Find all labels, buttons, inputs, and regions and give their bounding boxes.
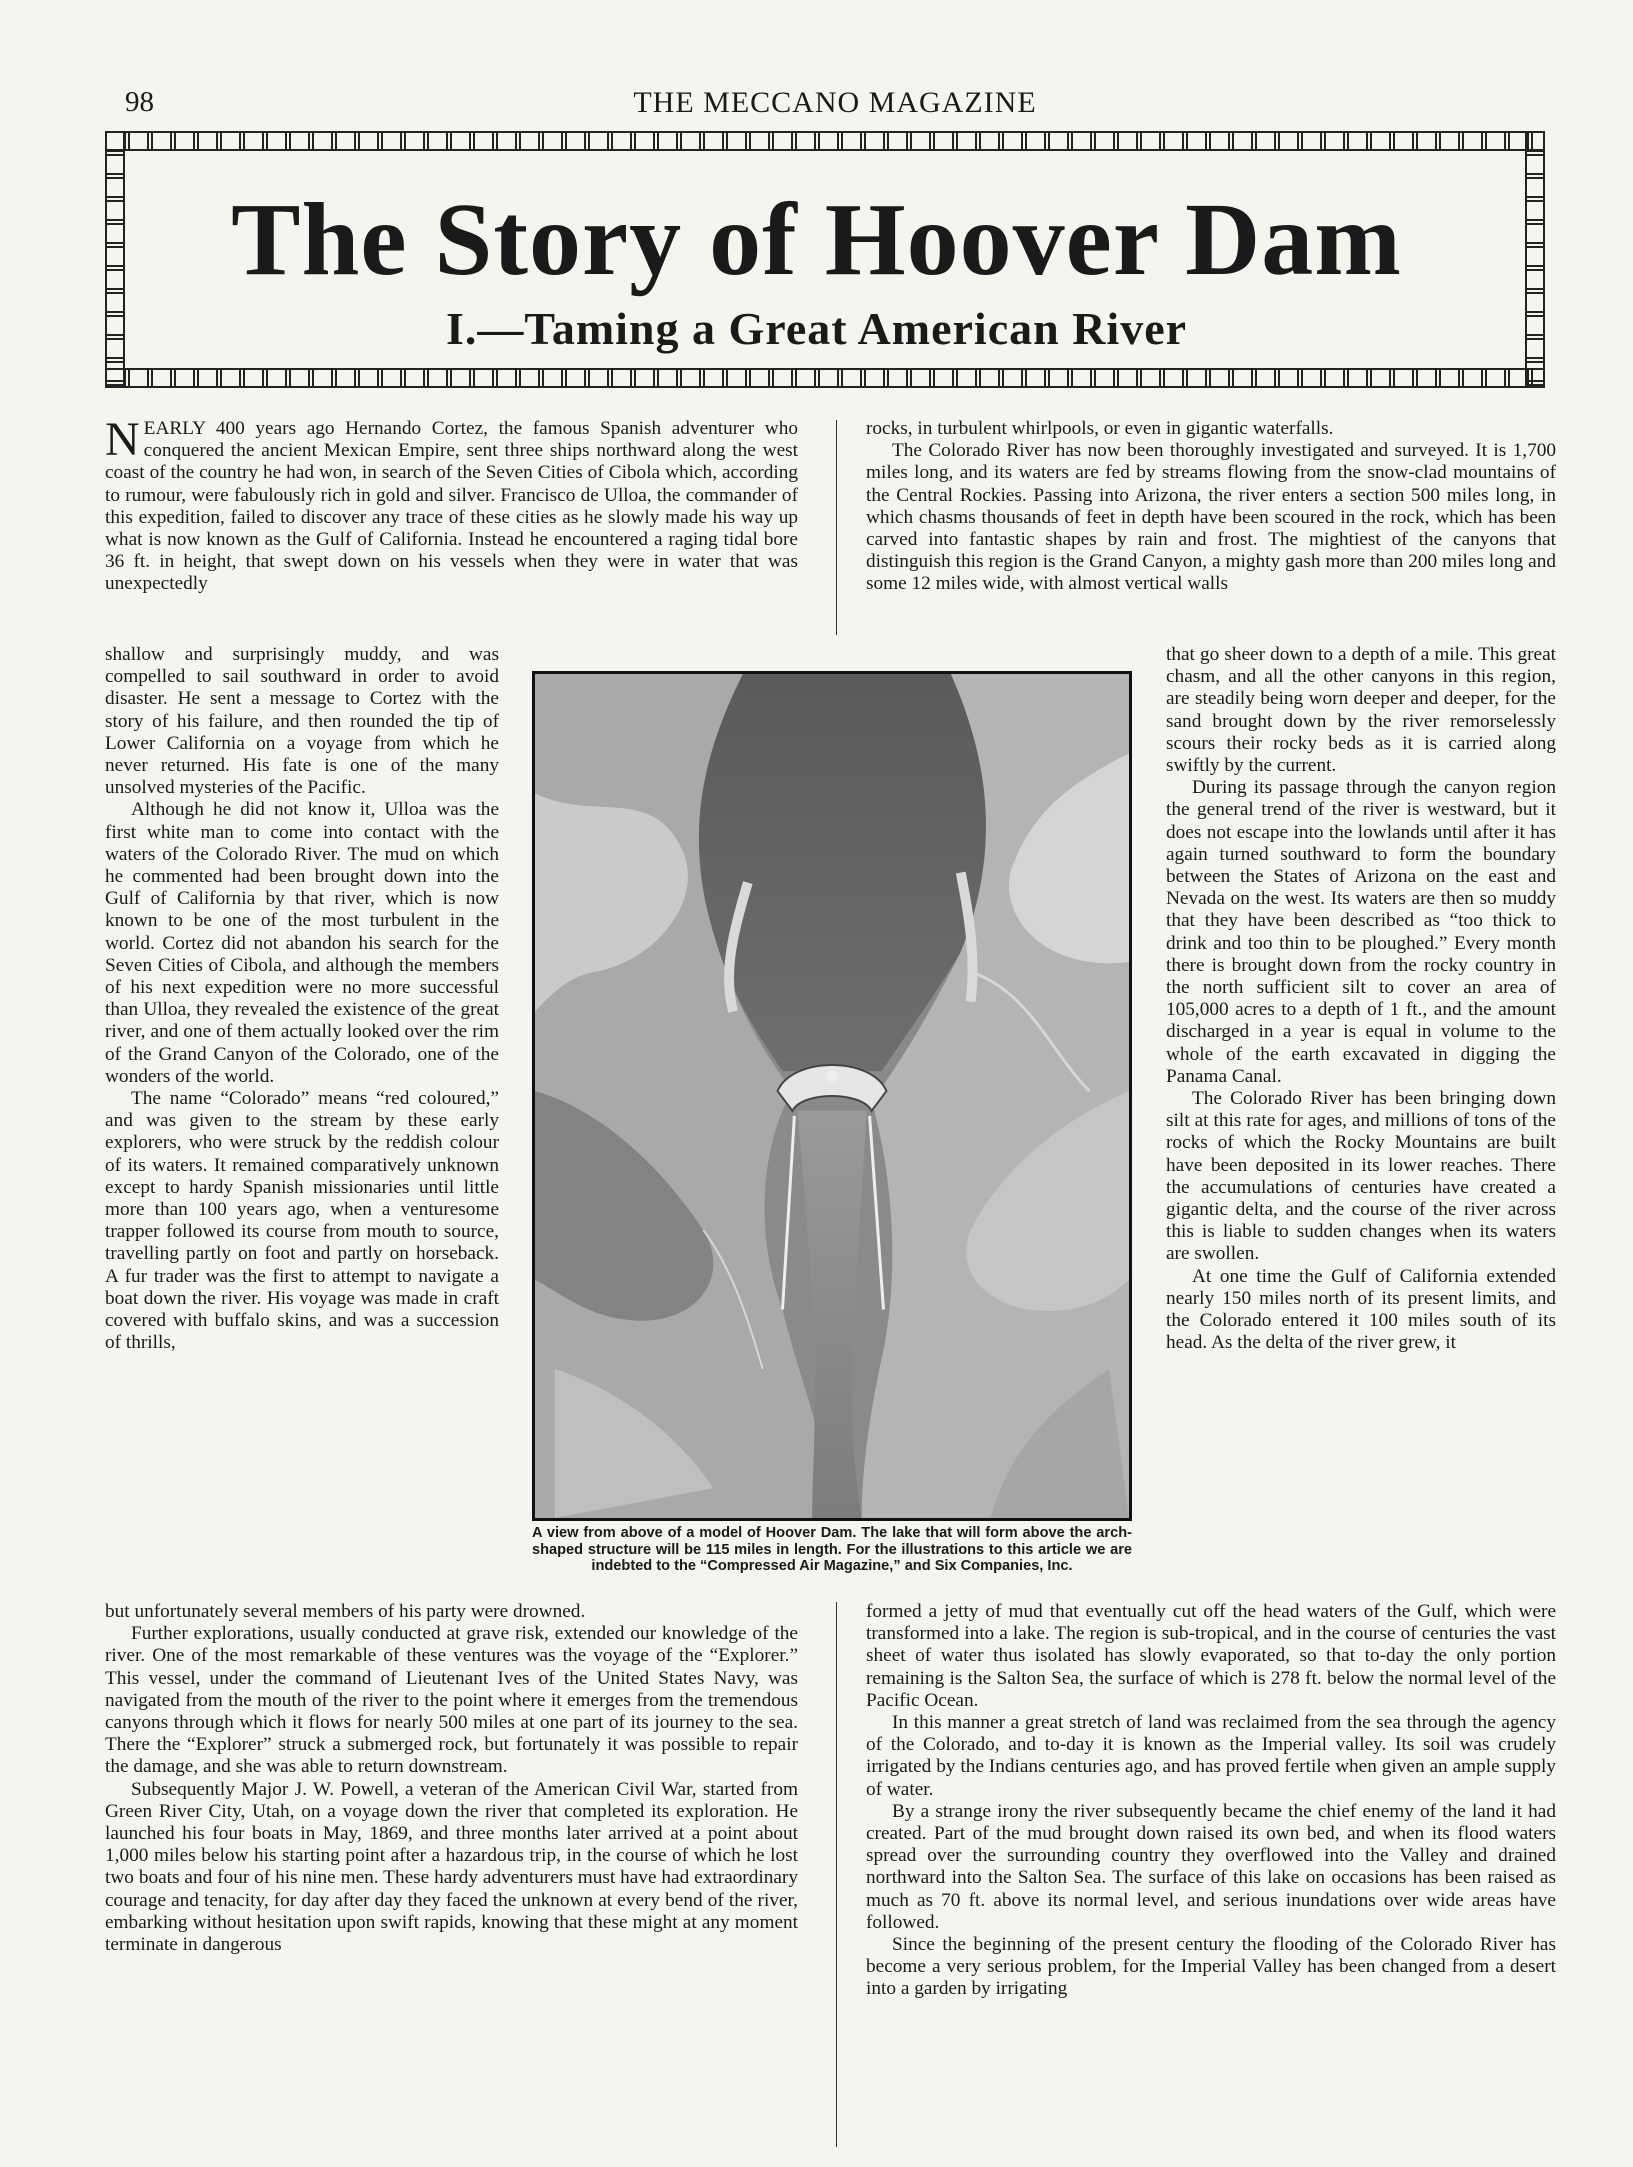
paragraph: During its passage through the canyon region the general trend of the river is westward, but it does not escape into the lowlands until after it has again turned southward to form the boundary between the States of Arizona on the east and Nevada on the west. Its waters are then so muddy that they have been described as “too thick to drink and too thin to be ploughed.” Every month there is brought down from the rocky country in the north sufficient silt to cover an area of 105,000 acres to a depth of 1 ft., and the amount discharged in a year is equal in volume to the whole of the earth excavated in digging the Panama Canal. xyxy=(1166,777,1556,1087)
column-2-bottom xyxy=(866,1601,1556,2001)
paragraph: The name “Colorado” means “red coloured,” and was given to the stream by these early explorers, who were struck by the reddish colour of its waters. It remained comparatively unknown except to hardy Spanish missionaries until little more than 100 years ago, when a venturesome trapper followed its course from mouth to source, travelling partly on foot and partly on horseback. A fur trader was the first to attempt to navigate a boat down the river. His voyage was made in craft covered with buffalo skins, and was a succession of thrills, xyxy=(105,1088,499,1354)
paragraph: The Colorado River has now been thoroughly investigated and surveyed. It is 1,700 miles long, and its waters are fed by streams flowing from the snow-clad mountains of the Central Rockies. Passing into Arizona, the river enters a section 500 miles long, in which chasms thousands of feet in depth have been scoured in the rock, which has been carved into fantastic shapes by rain and frost. The mightiest of the canyons that distinguish this region is the Grand Canyon, a mighty gash more than 200 miles long and some 12 miles wide, with almost vertical walls xyxy=(866,440,1556,595)
paragraph: The Colorado River has been bringing down silt at this rate for ages, and millions of tons of the rocks of which the Rocky Mountains are built have been deposited in its lower reaches. There the accumulations of centuries have created a gigantic delta, and the course of the river across this is liable to sudden changes when its waters are swollen. xyxy=(1166,1088,1556,1265)
article-subtitle: I.—Taming a Great American River xyxy=(445,303,1188,354)
paragraph: Subsequently Major J. W. Powell, a veteran of the American Civil War, started from Green River City, Utah, on a voyage down the river that completed its exploration. He launched his four boats in May, 1869, and three months later arrived at a point about 1,000 miles below his starting point after a hazardous trip, in the course of which he lost two boats and four of his nine men. These hardy adventurers must have had extraordinary courage and tenacity, for day after day they faced the unknown at every bend of the river, embarking without hesitation upon swift rapids, knowing that these might at any moment terminate in dangerous xyxy=(105,1778,798,1956)
paragraph: Although he did not know it, Ulloa was the first white man to come into contact with the waters of the Colorado River. The mud on which he commented had been brought down into the Gulf of California by that river, which is now known to be one of the most turbulent in the world. Cortez did not abandon his search for the Seven Cities of Cibola, and although the members of his next expedition were no more successful than Ulloa, they revealed the existence of the great river, and one of them actually looked over the rim of the Grand Canyon of the Colorado, one of the wonders of the world. xyxy=(105,799,499,1087)
paragraph xyxy=(105,413,798,596)
running-header xyxy=(125,86,1545,126)
paragraph: By a strange irony the river subsequently became the chief enemy of the land it had created. Part of the mud brought down raised its own bed, and when its flood waters spread over the surrounding country they overflowed into the Valley and drained northward into the Salton Sea. The surface of this lake on occasions has been raised as much as 70 ft. above its normal level, and serious inundations over wide areas have followed. xyxy=(866,1800,1556,1933)
page-number: 98 xyxy=(125,86,154,118)
column-1-top xyxy=(105,413,798,596)
paragraph: rocks, in turbulent whirlpools, or even in gigantic waterfalls. xyxy=(866,418,1334,439)
hoover-dam-model-photo xyxy=(532,671,1132,1521)
paragraph: Since the beginning of the present century the flooding of the Colorado River has become a very serious problem, for the Imperial Valley has been changed from a desert into a garden by irrigating xyxy=(866,1934,1556,2000)
paragraph: shallow and surprisingly muddy, and was compelled to sail southward in order to avoid disaster. He sent a message to Cortez with the story of his failure, and then rounded the tip of Lower California on a voyage from which he never returned. His fate is one of the many unsolved mysteries of the Pacific. xyxy=(105,644,499,799)
paragraph: formed a jetty of mud that eventually cut off the head waters of the Gulf, which were transformed into a lake. The region is sub-tropical, and in the course of centuries the vast sheet of water thus isolated has slowly evaporated, so that to-day the only portion remaining is the Salton Sea, the surface of which is 278 ft. below the normal level of the Pacific Ocean. xyxy=(866,1601,1556,1711)
column-1-bottom xyxy=(105,1601,798,1956)
drop-cap: N xyxy=(105,413,140,466)
paragraph-text: EARLY 400 years ago Hernando Cortez, the famous Spanish adventurer who conquered the ancient Mexican Empire, sent three ships northward along the west coast of the country he had won, in search of the Seven Cities of Cibola which, according to rumour, were fabulously rich in gold and silver. Francisco de Ulloa, the commander of this expedition, failed to discover any trace of these cities as he slowly made his way up what is now known as the Gulf of California. Instead he encountered a raging tidal bore 36 ft. in height, that swept down on his vessels when they were in water that was unexpectedly xyxy=(105,418,798,595)
frame-border-bottom xyxy=(105,368,1545,388)
aerial-view-illustration xyxy=(535,674,1129,1518)
column-divider-top xyxy=(836,420,837,635)
column-1-wrap xyxy=(105,644,499,1355)
column-divider-bottom xyxy=(836,1602,837,2147)
paragraph: Further explorations, usually conducted at grave risk, extended our knowledge of the river. One of the most remarkable of these ventures was the voyage of the “Explorer.” This vessel, under the command of Lieutenant Ives of the United States Navy, was navigated from the mouth of the river to the point where it emerges from the tremendous canyons through which it flows for nearly 500 miles at one part of its journey to the sea. There the “Explorer” struck a submerged rock, but fortunately it was possible to repair the damage, and she was able to return downstream. xyxy=(105,1623,798,1778)
paragraph: At one time the Gulf of California extended nearly 150 miles north of its present limits, and the Colorado entered it 100 miles south of its head. As the delta of the river grew, it xyxy=(1166,1265,1556,1354)
photo-caption: A view from above of a model of Hoover Dam. The lake that will form above the arch-shaped structure will be 115 miles in length. For the illustrations to this article we are indebted to the “Compressed Air Magazine,” and Six Companies, Inc. xyxy=(532,1525,1132,1574)
paragraph: In this manner a great stretch of land was reclaimed from the sea through the agency of the Colorado, and to-day it is known as the Imperial valley. Its soil was crudely irrigated by the Indians centuries ago, and has proved fertile when given an ample supply of water. xyxy=(866,1712,1556,1800)
frame-border-top xyxy=(105,131,1545,151)
column-2-wrap xyxy=(1166,644,1556,1355)
paragraph: that go sheer down to a depth of a mile. This great chasm, and all the other canyons in this region, are steadily being worn deeper and deeper, for the sand brought down by the river remorselessly scours their rocky beds as it is carried along swiftly by the current. xyxy=(1166,644,1556,777)
magazine-name: THE MECCANO MAGAZINE xyxy=(633,86,1037,119)
paragraph: but unfortunately several members of his party were drowned. xyxy=(105,1601,586,1622)
column-2-top xyxy=(866,418,1556,596)
article-title: The Story of Hoover Dam xyxy=(231,182,1402,297)
